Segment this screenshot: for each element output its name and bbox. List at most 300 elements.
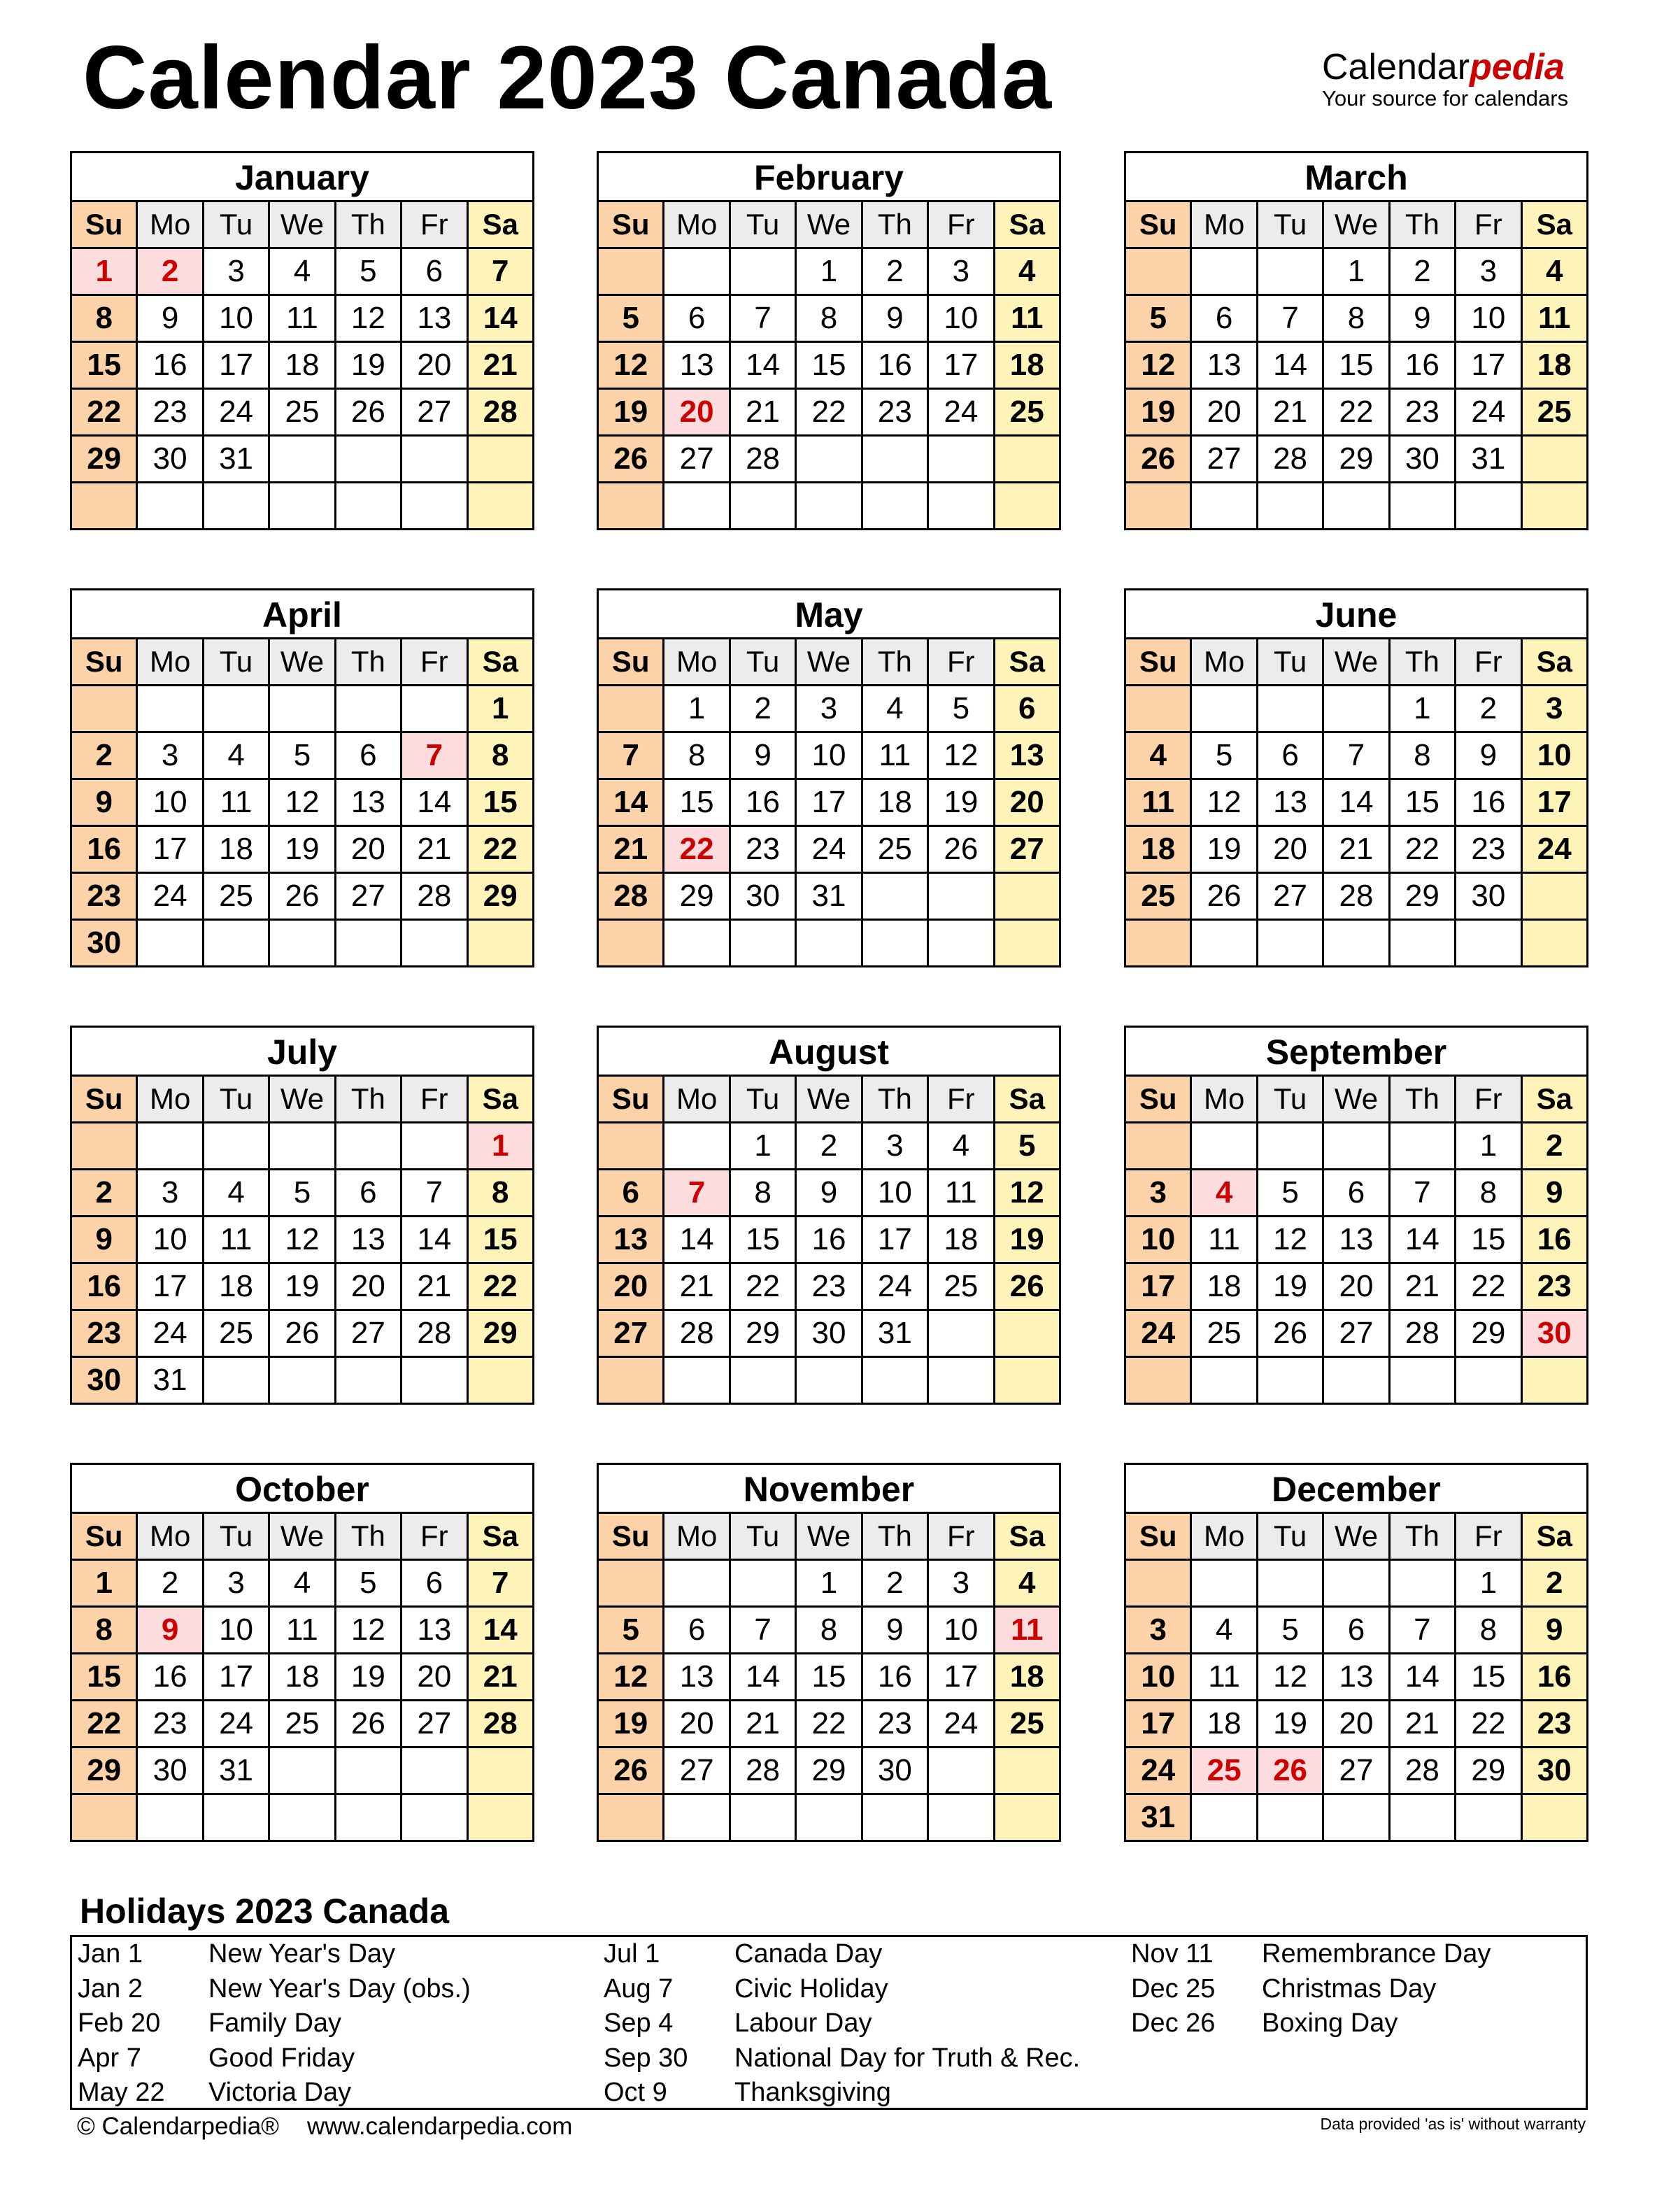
day-cell: 12 <box>1257 1217 1323 1263</box>
day-cell: 1 <box>71 1560 137 1607</box>
weekday-label: Mo <box>664 639 730 686</box>
day-cell: 14 <box>1389 1217 1455 1263</box>
day-cell: 30 <box>1456 873 1521 920</box>
day-cell: 18 <box>203 826 269 873</box>
day-cell: 6 <box>1257 732 1323 779</box>
empty-day-cell <box>203 1794 269 1841</box>
week-row <box>71 1170 534 1217</box>
day-cell: 30 <box>71 920 137 967</box>
day-cell: 21 <box>1323 826 1389 873</box>
empty-day-cell <box>335 436 401 483</box>
week-row <box>71 686 534 732</box>
day-cell: 13 <box>994 732 1060 779</box>
month-table <box>1124 200 1588 530</box>
day-cell: 18 <box>269 1654 335 1701</box>
day-cell: 7 <box>1389 1170 1455 1217</box>
month-name: January <box>70 151 534 200</box>
empty-day-cell <box>1456 483 1521 530</box>
empty-day-cell <box>401 1357 467 1404</box>
day-cell: 1 <box>664 686 730 732</box>
holiday-date: Oct 9 <box>604 2078 667 2107</box>
day-cell: 14 <box>598 779 664 826</box>
weekday-label: We <box>796 639 862 686</box>
calendarpedia-logo[interactable] <box>1322 49 1588 111</box>
weekday-label: Su <box>598 201 664 248</box>
day-cell: 18 <box>928 1217 994 1263</box>
day-cell: 19 <box>269 1263 335 1310</box>
day-cell: 13 <box>1323 1217 1389 1263</box>
day-cell: 24 <box>1456 389 1521 436</box>
month-name: April <box>70 588 534 637</box>
empty-day-cell <box>796 920 862 967</box>
day-cell: 22 <box>1456 1701 1521 1747</box>
week-row <box>598 436 1060 483</box>
weekday-label: Su <box>1125 639 1191 686</box>
empty-day-cell <box>71 686 137 732</box>
holiday-name: Good Friday <box>208 2043 355 2073</box>
day-cell: 7 <box>730 295 795 342</box>
day-cell: 24 <box>137 873 203 920</box>
weekday-label: Su <box>71 1513 137 1560</box>
week-row <box>71 1747 534 1794</box>
day-cell: 13 <box>335 779 401 826</box>
empty-day-cell <box>1323 920 1389 967</box>
day-cell: 17 <box>137 826 203 873</box>
weekday-label: Sa <box>467 1513 533 1560</box>
day-cell: 16 <box>137 1654 203 1701</box>
week-row <box>598 1123 1060 1170</box>
day-cell: 10 <box>137 1217 203 1263</box>
day-cell: 24 <box>862 1263 927 1310</box>
week-row <box>1125 1654 1588 1701</box>
week-row <box>1125 1310 1588 1357</box>
day-cell: 8 <box>730 1170 795 1217</box>
day-cell: 19 <box>994 1217 1060 1263</box>
day-cell: 2 <box>1521 1123 1587 1170</box>
week-row <box>598 920 1060 967</box>
day-cell: 16 <box>1521 1654 1587 1701</box>
day-cell: 1 <box>1389 686 1455 732</box>
day-cell: 15 <box>467 779 533 826</box>
day-cell: 2 <box>71 732 137 779</box>
day-cell: 31 <box>137 1357 203 1404</box>
day-cell: 11 <box>1191 1217 1257 1263</box>
holiday-item <box>72 2006 562 2041</box>
empty-day-cell <box>1125 1560 1191 1607</box>
day-cell: 11 <box>1191 1654 1257 1701</box>
empty-day-cell <box>401 920 467 967</box>
day-cell: 19 <box>598 1701 664 1747</box>
weekday-label: We <box>796 201 862 248</box>
day-cell: 17 <box>1521 779 1587 826</box>
month-november <box>597 1463 1061 1842</box>
weekday-label: We <box>1323 201 1389 248</box>
holidays-column <box>72 1937 562 2111</box>
day-cell: 23 <box>1521 1701 1587 1747</box>
weekday-header-row <box>71 201 534 248</box>
day-cell: 19 <box>335 1654 401 1701</box>
empty-day-cell <box>71 1794 137 1841</box>
week-row <box>1125 1123 1588 1170</box>
day-cell: 2 <box>71 1170 137 1217</box>
empty-day-cell <box>1191 248 1257 295</box>
day-cell: 27 <box>1257 873 1323 920</box>
weekday-label: Sa <box>1521 201 1587 248</box>
holiday-name: Canada Day <box>734 1939 883 1969</box>
day-cell: 27 <box>664 436 730 483</box>
month-december <box>1124 1463 1588 1842</box>
day-cell: 4 <box>1125 732 1191 779</box>
day-cell: 26 <box>335 389 401 436</box>
weekday-label: We <box>796 1513 862 1560</box>
day-cell: 29 <box>71 1747 137 1794</box>
empty-day-cell <box>928 873 994 920</box>
holiday-day-cell: 1 <box>467 1123 533 1170</box>
empty-day-cell <box>335 686 401 732</box>
empty-day-cell <box>269 1123 335 1170</box>
copyright-text: © Calendarpedia® <box>77 2113 279 2140</box>
footer-left <box>77 2113 572 2141</box>
day-cell: 12 <box>598 342 664 389</box>
empty-day-cell <box>862 483 927 530</box>
empty-day-cell <box>1191 483 1257 530</box>
day-cell: 30 <box>796 1310 862 1357</box>
weekday-label: Th <box>335 639 401 686</box>
empty-day-cell <box>862 920 927 967</box>
holiday-date: Nov 11 <box>1131 1939 1214 1969</box>
weekday-label: We <box>1323 1513 1389 1560</box>
week-row <box>71 1217 534 1263</box>
weekday-header-row <box>71 1513 534 1560</box>
weekday-label: Tu <box>730 639 795 686</box>
day-cell: 25 <box>994 389 1060 436</box>
day-cell: 24 <box>1125 1310 1191 1357</box>
day-cell: 10 <box>928 295 994 342</box>
day-cell: 27 <box>1323 1310 1389 1357</box>
day-cell: 9 <box>137 295 203 342</box>
day-cell: 21 <box>467 342 533 389</box>
day-cell: 17 <box>928 1654 994 1701</box>
holiday-item <box>1125 1937 1615 1972</box>
day-cell: 25 <box>203 873 269 920</box>
weekday-label: Su <box>1125 201 1191 248</box>
empty-day-cell <box>1521 436 1587 483</box>
empty-day-cell <box>203 686 269 732</box>
empty-day-cell <box>269 483 335 530</box>
empty-day-cell <box>928 483 994 530</box>
day-cell: 11 <box>862 732 927 779</box>
week-row <box>598 1217 1060 1263</box>
day-cell: 13 <box>1191 342 1257 389</box>
day-cell: 27 <box>335 1310 401 1357</box>
holiday-day-cell: 1 <box>71 248 137 295</box>
holiday-day-cell: 22 <box>664 826 730 873</box>
day-cell: 13 <box>335 1217 401 1263</box>
empty-day-cell <box>928 1357 994 1404</box>
day-cell: 13 <box>1257 779 1323 826</box>
day-cell: 3 <box>203 248 269 295</box>
day-cell: 18 <box>1125 826 1191 873</box>
day-cell: 30 <box>862 1747 927 1794</box>
day-cell: 7 <box>401 1170 467 1217</box>
week-row <box>598 248 1060 295</box>
disclaimer-text: Data provided 'as is' without warranty <box>1320 2115 1586 2133</box>
empty-day-cell <box>1389 920 1455 967</box>
day-cell: 3 <box>1521 686 1587 732</box>
day-cell: 26 <box>269 873 335 920</box>
month-table <box>597 200 1061 530</box>
month-march <box>1124 151 1588 530</box>
day-cell: 9 <box>862 295 927 342</box>
day-cell: 30 <box>1521 1747 1587 1794</box>
day-cell: 16 <box>1521 1217 1587 1263</box>
day-cell: 3 <box>1125 1170 1191 1217</box>
empty-day-cell <box>1257 1794 1323 1841</box>
empty-day-cell <box>598 483 664 530</box>
month-may <box>597 588 1061 967</box>
month-table <box>1124 1075 1588 1405</box>
weekday-label: Fr <box>401 1076 467 1123</box>
day-cell: 27 <box>994 826 1060 873</box>
day-cell: 13 <box>401 295 467 342</box>
holiday-date: Dec 25 <box>1131 1973 1216 2004</box>
empty-day-cell <box>1456 920 1521 967</box>
empty-day-cell <box>269 920 335 967</box>
week-row <box>1125 826 1588 873</box>
empty-day-cell <box>1323 1560 1389 1607</box>
empty-day-cell <box>467 920 533 967</box>
day-cell: 3 <box>928 248 994 295</box>
day-cell: 29 <box>796 1747 862 1794</box>
day-cell: 9 <box>730 732 795 779</box>
day-cell: 5 <box>598 1607 664 1654</box>
day-cell: 21 <box>401 826 467 873</box>
day-cell: 10 <box>203 295 269 342</box>
day-cell: 24 <box>1125 1747 1191 1794</box>
day-cell: 8 <box>796 1607 862 1654</box>
empty-day-cell <box>598 1357 664 1404</box>
day-cell: 19 <box>1191 826 1257 873</box>
empty-day-cell <box>664 248 730 295</box>
day-cell: 22 <box>467 1263 533 1310</box>
holiday-item <box>598 2041 1088 2076</box>
day-cell: 14 <box>467 1607 533 1654</box>
weekday-label: Th <box>335 1513 401 1560</box>
empty-day-cell <box>1521 1357 1587 1404</box>
day-cell: 25 <box>269 389 335 436</box>
month-name: October <box>70 1463 534 1512</box>
day-cell: 29 <box>1389 873 1455 920</box>
month-table <box>70 1075 534 1405</box>
week-row <box>71 342 534 389</box>
month-april <box>70 588 534 967</box>
weekday-label: Fr <box>928 201 994 248</box>
day-cell: 28 <box>730 1747 795 1794</box>
weekday-label: Mo <box>664 201 730 248</box>
day-cell: 25 <box>994 1701 1060 1747</box>
empty-day-cell <box>1323 1357 1389 1404</box>
day-cell: 10 <box>1521 732 1587 779</box>
day-cell: 15 <box>1456 1654 1521 1701</box>
holiday-name: Remembrance Day <box>1262 1939 1491 1969</box>
day-cell: 7 <box>467 1560 533 1607</box>
empty-day-cell <box>796 436 862 483</box>
holidays-title: Holidays 2023 Canada <box>80 1892 450 1931</box>
day-cell: 6 <box>994 686 1060 732</box>
week-row <box>598 389 1060 436</box>
empty-day-cell <box>1257 920 1323 967</box>
empty-day-cell <box>203 1123 269 1170</box>
weekday-label: Sa <box>1521 639 1587 686</box>
day-cell: 28 <box>1389 1310 1455 1357</box>
month-name: May <box>597 588 1061 637</box>
day-cell: 7 <box>730 1607 795 1654</box>
day-cell: 17 <box>928 342 994 389</box>
day-cell: 16 <box>1389 342 1455 389</box>
empty-day-cell <box>1191 920 1257 967</box>
day-cell: 30 <box>137 1747 203 1794</box>
day-cell: 15 <box>1456 1217 1521 1263</box>
week-row <box>71 1263 534 1310</box>
website-link[interactable]: www.calendarpedia.com <box>306 2113 573 2140</box>
day-cell: 21 <box>730 389 795 436</box>
holiday-name: Thanksgiving <box>734 2078 891 2107</box>
day-cell: 26 <box>269 1310 335 1357</box>
empty-day-cell <box>1191 1357 1257 1404</box>
week-row <box>71 483 534 530</box>
day-cell: 5 <box>994 1123 1060 1170</box>
day-cell: 1 <box>1323 248 1389 295</box>
week-row <box>1125 1607 1588 1654</box>
weekday-label: Fr <box>1456 201 1521 248</box>
day-cell: 6 <box>401 1560 467 1607</box>
weekday-label: Mo <box>1191 201 1257 248</box>
month-table <box>70 1512 534 1842</box>
day-cell: 4 <box>203 1170 269 1217</box>
day-cell: 21 <box>401 1263 467 1310</box>
holiday-name: New Year's Day <box>208 1939 396 1969</box>
week-row <box>598 1794 1060 1841</box>
empty-day-cell <box>467 483 533 530</box>
weekday-label: Th <box>862 1076 927 1123</box>
day-cell: 19 <box>1257 1263 1323 1310</box>
weekday-label: Su <box>71 201 137 248</box>
weekday-label: Mo <box>664 1076 730 1123</box>
weekday-label: Tu <box>1257 1076 1323 1123</box>
day-cell: 7 <box>1389 1607 1455 1654</box>
day-cell: 16 <box>862 342 927 389</box>
weekday-label: Su <box>598 1076 664 1123</box>
weekday-header-row <box>598 1076 1060 1123</box>
day-cell: 20 <box>401 1654 467 1701</box>
week-row <box>71 295 534 342</box>
weekday-label: Fr <box>928 1076 994 1123</box>
day-cell: 17 <box>137 1263 203 1310</box>
holiday-item <box>72 2076 562 2111</box>
day-cell: 23 <box>1456 826 1521 873</box>
weekday-label: Su <box>71 1076 137 1123</box>
weekday-label: We <box>269 1076 335 1123</box>
week-row <box>71 1310 534 1357</box>
day-cell: 15 <box>664 779 730 826</box>
day-cell: 5 <box>269 732 335 779</box>
weekday-label: Th <box>335 1076 401 1123</box>
holidays-column <box>1125 1937 1615 2041</box>
empty-day-cell <box>1456 1794 1521 1841</box>
day-cell: 5 <box>269 1170 335 1217</box>
week-row <box>71 1794 534 1841</box>
day-cell: 24 <box>928 1701 994 1747</box>
day-cell: 4 <box>269 248 335 295</box>
day-cell: 21 <box>598 826 664 873</box>
day-cell: 3 <box>137 732 203 779</box>
day-cell: 27 <box>335 873 401 920</box>
day-cell: 7 <box>598 732 664 779</box>
week-row <box>1125 389 1588 436</box>
day-cell: 9 <box>71 779 137 826</box>
day-cell: 21 <box>730 1701 795 1747</box>
empty-day-cell <box>1257 686 1323 732</box>
day-cell: 18 <box>994 1654 1060 1701</box>
empty-day-cell <box>335 1747 401 1794</box>
empty-day-cell <box>71 1123 137 1170</box>
holidays-column <box>598 1937 1088 2111</box>
week-row <box>1125 1701 1588 1747</box>
empty-day-cell <box>796 483 862 530</box>
empty-day-cell <box>1125 686 1191 732</box>
day-cell: 6 <box>401 248 467 295</box>
day-cell: 14 <box>401 1217 467 1263</box>
day-cell: 20 <box>1257 826 1323 873</box>
empty-day-cell <box>1125 920 1191 967</box>
empty-day-cell <box>598 1794 664 1841</box>
empty-day-cell <box>1125 1123 1191 1170</box>
empty-day-cell <box>796 1357 862 1404</box>
empty-day-cell <box>401 1747 467 1794</box>
day-cell: 3 <box>796 686 862 732</box>
month-name: June <box>1124 588 1588 637</box>
holiday-day-cell: 7 <box>401 732 467 779</box>
weekday-label: Th <box>1389 1513 1455 1560</box>
empty-day-cell <box>1257 1123 1323 1170</box>
empty-day-cell <box>928 920 994 967</box>
day-cell: 22 <box>1323 389 1389 436</box>
empty-day-cell <box>730 483 795 530</box>
weekday-label: Mo <box>137 201 203 248</box>
holiday-item <box>1125 1972 1615 2007</box>
day-cell: 8 <box>467 1170 533 1217</box>
day-cell: 12 <box>269 779 335 826</box>
empty-day-cell <box>335 920 401 967</box>
week-row <box>598 342 1060 389</box>
empty-day-cell <box>994 436 1060 483</box>
empty-day-cell <box>401 1794 467 1841</box>
holiday-day-cell: 11 <box>994 1607 1060 1654</box>
weekday-label: Mo <box>137 639 203 686</box>
week-row <box>598 1607 1060 1654</box>
day-cell: 23 <box>137 1701 203 1747</box>
week-row <box>1125 1263 1588 1310</box>
day-cell: 14 <box>730 1654 795 1701</box>
day-cell: 29 <box>730 1310 795 1357</box>
day-cell: 20 <box>335 826 401 873</box>
day-cell: 11 <box>203 779 269 826</box>
empty-day-cell <box>401 436 467 483</box>
weekday-label: Mo <box>137 1513 203 1560</box>
week-row <box>598 1310 1060 1357</box>
weekday-label: Tu <box>730 1076 795 1123</box>
empty-day-cell <box>730 1560 795 1607</box>
